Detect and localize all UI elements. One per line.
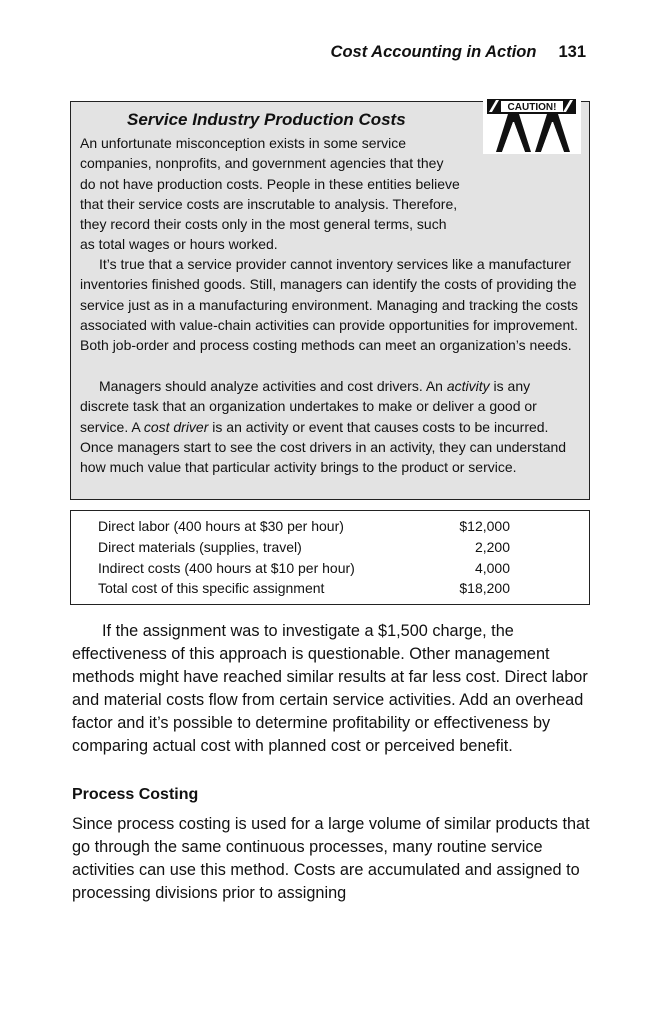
cost-amount: 4,000 bbox=[474, 560, 510, 576]
cost-row-total bbox=[98, 580, 510, 596]
cost-row bbox=[98, 518, 510, 534]
body-paragraph-1: If the assignment was to investigate a $1,500 charge, the effectiveness of this approach is questionable. Other management methods might have reached similar results at far less cost. Direct labor and material costs flow from certain service activities. Add an overhead factor and it’s possible to determine profitability or effectiveness by comparing actual cost with planned cost or perceived benefit. bbox=[72, 622, 588, 755]
p3-text-2: is any discrete task that an organization undertakes to make or deliver a good or service. A bbox=[80, 378, 537, 435]
cost-amount: $18,200 bbox=[459, 580, 510, 596]
body-paragraph-2: Since process costing is used for a large volume of similar products that go through the same continuous processes, many routine service activities can use this method. Costs are accumulated and assigned to processing divisions prior to assigning bbox=[72, 815, 590, 902]
running-title: Cost Accounting in Action bbox=[330, 43, 537, 61]
cost-amount: $12,000 bbox=[459, 518, 510, 534]
cost-label: Total cost of this specific assignment bbox=[98, 580, 325, 596]
cost-label: Direct materials (supplies, travel) bbox=[98, 539, 302, 555]
term-activity: activity bbox=[446, 378, 490, 394]
caution-sign-icon bbox=[483, 96, 581, 154]
term-cost-driver: cost driver bbox=[143, 418, 209, 435]
p3-text-3: is an activity or event that causes costs to be incurred. Once managers start to see the cost drivers in an activity, they can understand how much value that particular activity brings to the product or service. bbox=[80, 418, 567, 476]
cost-label: Direct labor (400 hours at $30 per hour) bbox=[98, 518, 344, 534]
sidebar-title: Service Industry Production Costs bbox=[127, 110, 406, 129]
sidebar-paragraph-1: An unfortunate misconception exists in some service companies, nonprofits, and government agencies that they do not have production costs. People in these entities believe that their service costs are inscrutable to analysis. Therefore, they record their costs only in the most general terms, such as total wages or hours worked. bbox=[80, 135, 460, 253]
cost-table bbox=[70, 510, 590, 605]
page-number: 131 bbox=[558, 43, 586, 61]
sidebar-paragraph-2: It’s true that a service provider cannot inventory services like a manufacturer inventories finished goods. Still, managers can identify the costs of providing the service just as in a manufacturing environment. Managing and tracking the costs associated with value-chain activities can provide opportunities for improvement. Both job-order and process costing methods can meet an organization’s needs. bbox=[80, 256, 579, 354]
cost-row bbox=[98, 539, 510, 555]
cost-amount: 2,200 bbox=[474, 539, 510, 555]
p3-text-1: Managers should analyze activities and cost drivers. An bbox=[99, 378, 447, 394]
sidebar-box bbox=[70, 101, 590, 500]
cost-label: Indirect costs (400 hours at $10 per hour) bbox=[98, 560, 355, 576]
running-header bbox=[331, 43, 586, 62]
cost-row bbox=[98, 560, 510, 576]
sidebar-paragraph-3 bbox=[80, 376, 583, 477]
section-heading: Process Costing bbox=[72, 786, 199, 803]
caution-label: CAUTION! bbox=[507, 102, 557, 114]
